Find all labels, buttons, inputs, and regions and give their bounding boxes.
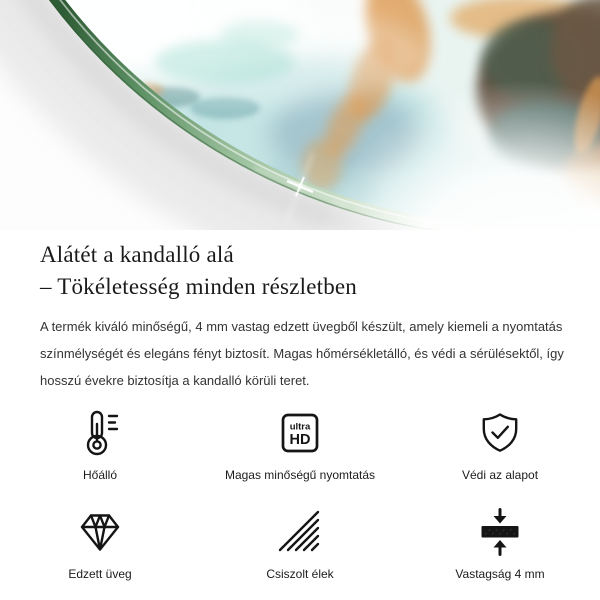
polished-edges-icon [278,508,322,556]
feature-item-protects-base [400,409,600,482]
page-title [40,239,560,303]
ultra-hd-badge-bottom: HD [289,432,311,448]
page-title-line1: Alátét a kandalló alá [40,242,234,267]
feature-label: Vastagság 4 mm [455,567,545,581]
feature-item-polished-edges [200,508,400,581]
glass-pad-photo-illustration [0,0,600,230]
feature-label: Edzett üveg [68,567,132,581]
shield-check-icon [478,409,522,457]
page-title-line2: – Tökéletesség minden részletben [40,274,358,299]
feature-item-heat-resistant [0,409,200,482]
feature-label: Csiszolt élek [266,567,334,581]
product-info-section [0,239,600,394]
thermometer-icon [80,409,120,457]
feature-item-print-quality [200,409,400,482]
product-description: A termék kiváló minőségű, 4 mm vastag edzett üvegből készült, amely kiemeli a nyomtatás színmélységét és elegáns fényt biztosít. Magas hőmérsékletálló, és védi a sérülésektől, így hosszú évekre biztosítja a kandalló körüli teret. [40,319,564,388]
diamond-icon [78,508,122,556]
feature-item-tempered-glass [0,508,200,581]
feature-label: Hőálló [82,468,118,482]
ultra-hd-icon [278,409,322,457]
feature-grid [0,409,600,581]
product-photo [0,0,600,230]
feature-item-thickness [400,508,600,581]
thickness-icon [478,508,522,556]
feature-label: Védi az alapot [461,468,539,482]
feature-label: Magas minőségű nyomtatás [224,468,376,482]
ultra-hd-badge-top: ultra [289,421,311,433]
